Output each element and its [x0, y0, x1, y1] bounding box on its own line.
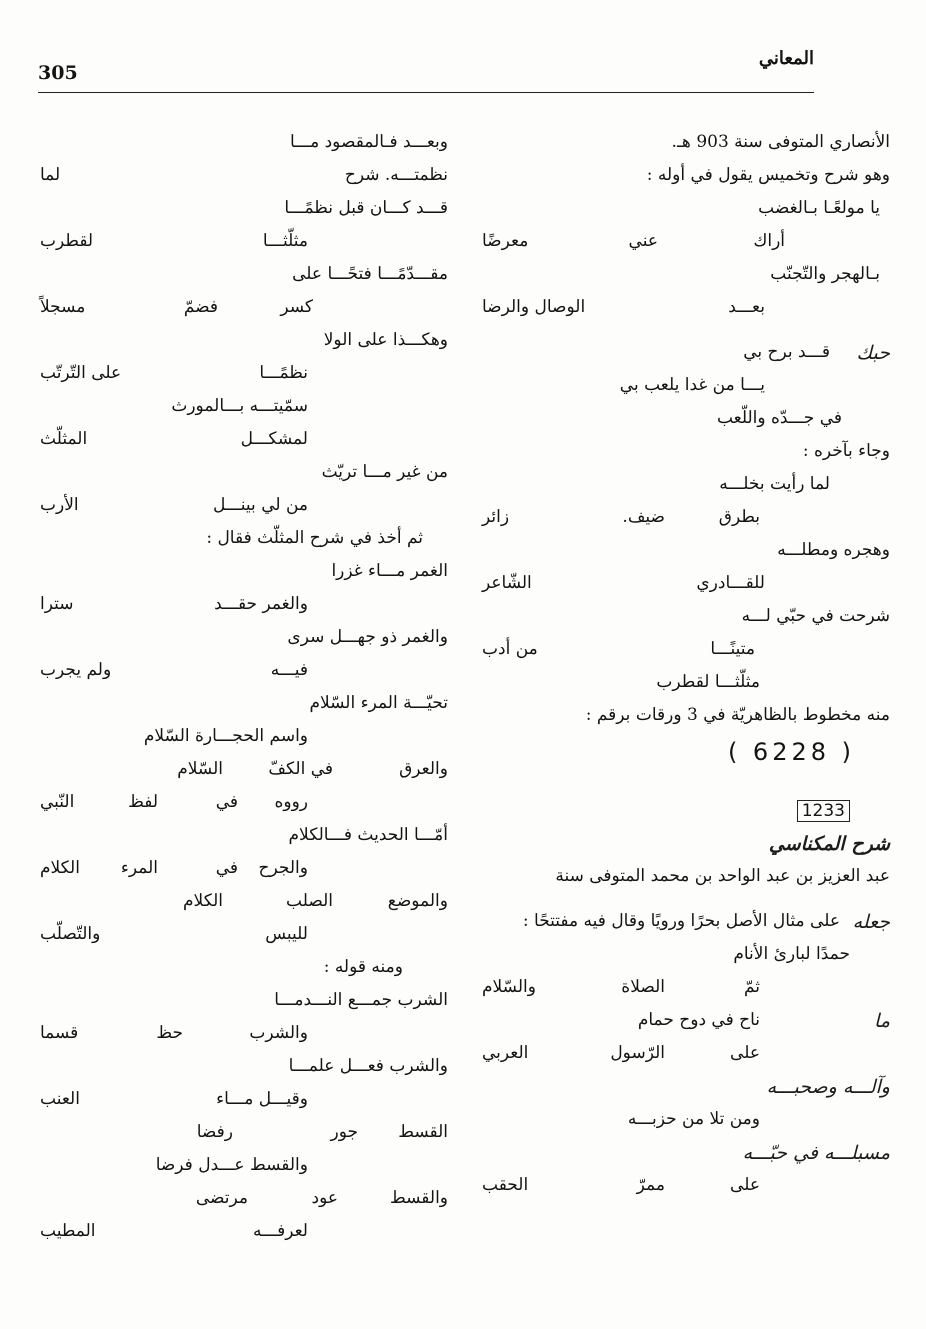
verse-line [40, 326, 448, 359]
running-header: المعاني [758, 48, 814, 69]
verse-text: من لي بينـــل [212, 495, 308, 515]
verse-text: وهجره ومطلـــه [777, 540, 890, 560]
handwritten-annotation: حبك [856, 342, 890, 364]
verse-text: من غير مـــا تريّث [321, 462, 448, 482]
handwritten-annotation: جعله [852, 911, 890, 933]
verse-text: والغمر ذو جهـــل سرى [287, 627, 448, 647]
verse-text: معرضًا [482, 231, 529, 251]
verse-text: في [215, 792, 238, 812]
verse-text: وهكـــذا على الولا [323, 330, 448, 350]
verse-text: ممرّ [636, 1175, 665, 1195]
verse-line [482, 227, 890, 260]
verse-line [40, 128, 448, 161]
verse-line [482, 940, 890, 973]
verse-line [40, 194, 448, 227]
verse-text: مرتضى [195, 1188, 248, 1208]
verse-line [40, 458, 448, 491]
verse-text: لمشكـــل [240, 429, 308, 449]
verse-line [482, 635, 890, 668]
verse-text: رفضا [196, 1122, 233, 1142]
text-line [482, 437, 890, 470]
verse-text: السّلام [177, 759, 223, 779]
verse-line [482, 536, 890, 569]
left-column [40, 128, 448, 1250]
prose: منه مخطوط بالظاهريّة في 3 ورقات برقم : [585, 705, 890, 725]
verse-text: قـــد كـــان قبل نظمًـــا [284, 198, 448, 218]
verse-line [40, 1217, 448, 1250]
verse-text: الصلب [286, 891, 333, 911]
verse-text: الرّسول [610, 1043, 665, 1063]
verse-text: نظمًـــا [259, 363, 308, 383]
text-line [40, 953, 448, 986]
verse-text: سترا [40, 594, 74, 614]
verse-text: على التّرتّب [40, 363, 122, 383]
verse-line [482, 293, 890, 326]
verse-text: سمّيتـــه بـــالمورث [171, 396, 308, 416]
manuscript-number: ( 6228 ) [727, 738, 855, 766]
verse-text: يـــا من غدا يلعب بي [619, 375, 765, 395]
verse-line [482, 569, 890, 602]
entry-number-line [482, 796, 890, 829]
verse-text: الشّاعر [482, 573, 532, 593]
verse-line [40, 689, 448, 722]
verse-text: فيـــه [270, 660, 308, 680]
verse-line [40, 227, 448, 260]
right-column [482, 128, 890, 1204]
prose: وجاء بآخره : [802, 441, 890, 461]
verse-text: للقـــادري [696, 573, 765, 593]
verse-line [482, 1105, 890, 1138]
verse-text: والشرب فعـــل علمـــا [288, 1056, 448, 1076]
verse-text: ناح في دوح حمام [637, 1010, 760, 1030]
entry-title: شرح المكناسي [768, 833, 890, 855]
verse-text: الشرب جمـــع النـــدمـــا [274, 990, 448, 1010]
verse-text: حمدًا لبارئ الأنام [733, 944, 850, 964]
verse-text: المطيب [40, 1221, 96, 1241]
verse-text: والغمر حقـــد [214, 594, 308, 614]
verse-line [482, 668, 890, 701]
verse-text: يا مولعًـا بـالغضب [758, 198, 880, 218]
verse-text: كسر [280, 297, 313, 317]
text-line [482, 862, 890, 895]
verse-text: ومن تلا من حزبـــه [627, 1109, 760, 1129]
verse-text: في جـــدّه واللّعب [716, 408, 842, 428]
verse-line [40, 788, 448, 821]
prose: الأنصاري المتوفى سنة 903 هـ. [671, 132, 890, 152]
verse-text: النّبي [40, 792, 75, 812]
verse-line [482, 404, 890, 437]
entry-number: 1233 [797, 800, 850, 822]
verse-text: الكلام [40, 858, 80, 878]
verse-text: على [730, 1043, 760, 1063]
verse-text: القسط [398, 1122, 448, 1142]
verse-line [482, 338, 890, 371]
verse-text: حظ [156, 1023, 183, 1043]
verse-text: لليبس [265, 924, 308, 944]
verse-line [40, 161, 448, 194]
verse-line [40, 1118, 448, 1151]
verse-text: لعرفـــه [253, 1221, 308, 1241]
verse-line [40, 1184, 448, 1217]
verse-text: والعرق [399, 759, 448, 779]
verse-text: ضيف. [622, 507, 665, 527]
verse-text: الغمر مـــاء غزرا [331, 561, 448, 581]
verse-line [40, 1151, 448, 1184]
handwritten-annotation: مسبلـــه في حبّـــه [742, 1142, 890, 1164]
verse-line [482, 1072, 890, 1105]
verse-text: قسما [40, 1023, 79, 1043]
text-line [40, 524, 448, 557]
verse-line [482, 194, 890, 227]
verse-text: الوصال والرضا [482, 297, 586, 317]
verse-text: والسّلام [482, 977, 536, 997]
verse-line [40, 293, 448, 326]
prose: ثم أخذ في شرح المثلّث فقال : [206, 528, 423, 548]
text-line [482, 907, 890, 940]
verse-text: وبعـــد فـالمقصود مـــا [289, 132, 448, 152]
verse-line [482, 371, 890, 404]
prose: وهو شرح وتخميس يقول في أوله : [646, 165, 890, 185]
handwritten-annotation: ما [874, 1010, 890, 1032]
text-line [482, 734, 890, 774]
verse-text: والموضع [387, 891, 448, 911]
verse-text: عني [628, 231, 658, 251]
verse-line [482, 1138, 890, 1171]
verse-line [40, 359, 448, 392]
verse-line [40, 920, 448, 953]
verse-text: بطرق [718, 507, 760, 527]
verse-line [40, 590, 448, 623]
verse-text: جور [330, 1122, 358, 1142]
verse-line [40, 557, 448, 590]
verse-line [40, 392, 448, 425]
verse-text: والتّصلّب [40, 924, 101, 944]
verse-line [40, 854, 448, 887]
verse-text: في الكفّ [268, 759, 333, 779]
verse-text: تحيّـــة المرء السّلام [309, 693, 448, 713]
verse-line [482, 470, 890, 503]
prose: عبد العزيز بن عبد الواحد بن محمد المتوفى سنة [555, 866, 890, 886]
verse-text: الحقب [482, 1175, 529, 1195]
prose: ومنه قوله : [323, 957, 403, 977]
verse-text: رووه [274, 792, 308, 812]
verse-text: مسجلاً [40, 297, 86, 317]
verse-line [40, 1019, 448, 1052]
verse-text: ثمّ [743, 977, 760, 997]
verse-text: على [730, 1175, 760, 1195]
verse-line [40, 425, 448, 458]
verse-text: نظمتـــه. شرح [344, 165, 448, 185]
verse-text: لفظ [128, 792, 158, 812]
verse-line [40, 755, 448, 788]
verse-text: عود [311, 1188, 338, 1208]
verse-line [40, 887, 448, 920]
verse-text: لما رأيت بخلـــه [719, 474, 830, 494]
verse-line [40, 623, 448, 656]
verse-text: فضمّ [183, 297, 218, 317]
text-line [482, 128, 890, 161]
verse-text: الأرب [40, 495, 79, 515]
verse-line [40, 1085, 448, 1118]
handwritten-annotation: وآلـــه وصحبـــه [766, 1076, 890, 1098]
verse-text: زائر [482, 507, 510, 527]
verse-text: والقسط عـــدل فرضا [155, 1155, 308, 1175]
verse-text: وقيـــل مـــاء [216, 1089, 308, 1109]
verse-text: مثلّثـــا [262, 231, 308, 251]
verse-text: والقسط [389, 1188, 448, 1208]
verse-text: واسم الحجـــارة السّلام [143, 726, 308, 746]
verse-text: من أدب [482, 639, 538, 659]
verse-line [482, 260, 890, 293]
verse-line [482, 973, 890, 1006]
verse-text: شرحت في حبّي لـــه [741, 606, 890, 626]
verse-text: في [215, 858, 238, 878]
verse-text: المثلّث [40, 429, 88, 449]
verse-text: الصلاة [621, 977, 665, 997]
verse-text: العربي [482, 1043, 529, 1063]
verse-text: ولم يجرب [40, 660, 112, 680]
verse-line [40, 821, 448, 854]
verse-line [40, 986, 448, 1019]
verse-text: لما [40, 165, 61, 185]
header-rule [38, 92, 814, 93]
verse-text: متينًـــا [710, 639, 755, 659]
verse-text: مثلّثـــا لقطرب [656, 672, 760, 692]
text-line [482, 161, 890, 194]
verse-line [482, 602, 890, 635]
verse-line [40, 1052, 448, 1085]
verse-line [40, 491, 448, 524]
verse-line [482, 503, 890, 536]
verse-text: المرء [120, 858, 158, 878]
verse-text: مقـــدّمًـــا فتحًـــا على [292, 264, 448, 284]
verse-line [482, 1039, 890, 1072]
verse-line [482, 1006, 890, 1039]
text-line [482, 701, 890, 734]
verse-text: الكلام [183, 891, 223, 911]
verse-text: لقطرب [40, 231, 94, 251]
verse-text: أمّـــا الحديث فـــالكلام [288, 825, 448, 845]
verse-text: بعـــد [728, 297, 765, 317]
verse-text: العنب [40, 1089, 80, 1109]
verse-text: والشرب [249, 1023, 308, 1043]
verse-text: أراك [753, 231, 785, 251]
verse-line [40, 260, 448, 293]
verse-line [482, 1171, 890, 1204]
entry-title-line [482, 829, 890, 862]
prose: على مثال الأصل بحرًا ورويًا وقال فيه مفتتحًا : [522, 911, 840, 931]
verse-line [40, 656, 448, 689]
verse-text: قـــد برح بي [743, 342, 830, 362]
page-number: 305 [38, 62, 78, 84]
verse-text: والجرح [258, 858, 308, 878]
verse-line [40, 722, 448, 755]
verse-text: بـالهجر والتّجنّب [770, 264, 880, 284]
